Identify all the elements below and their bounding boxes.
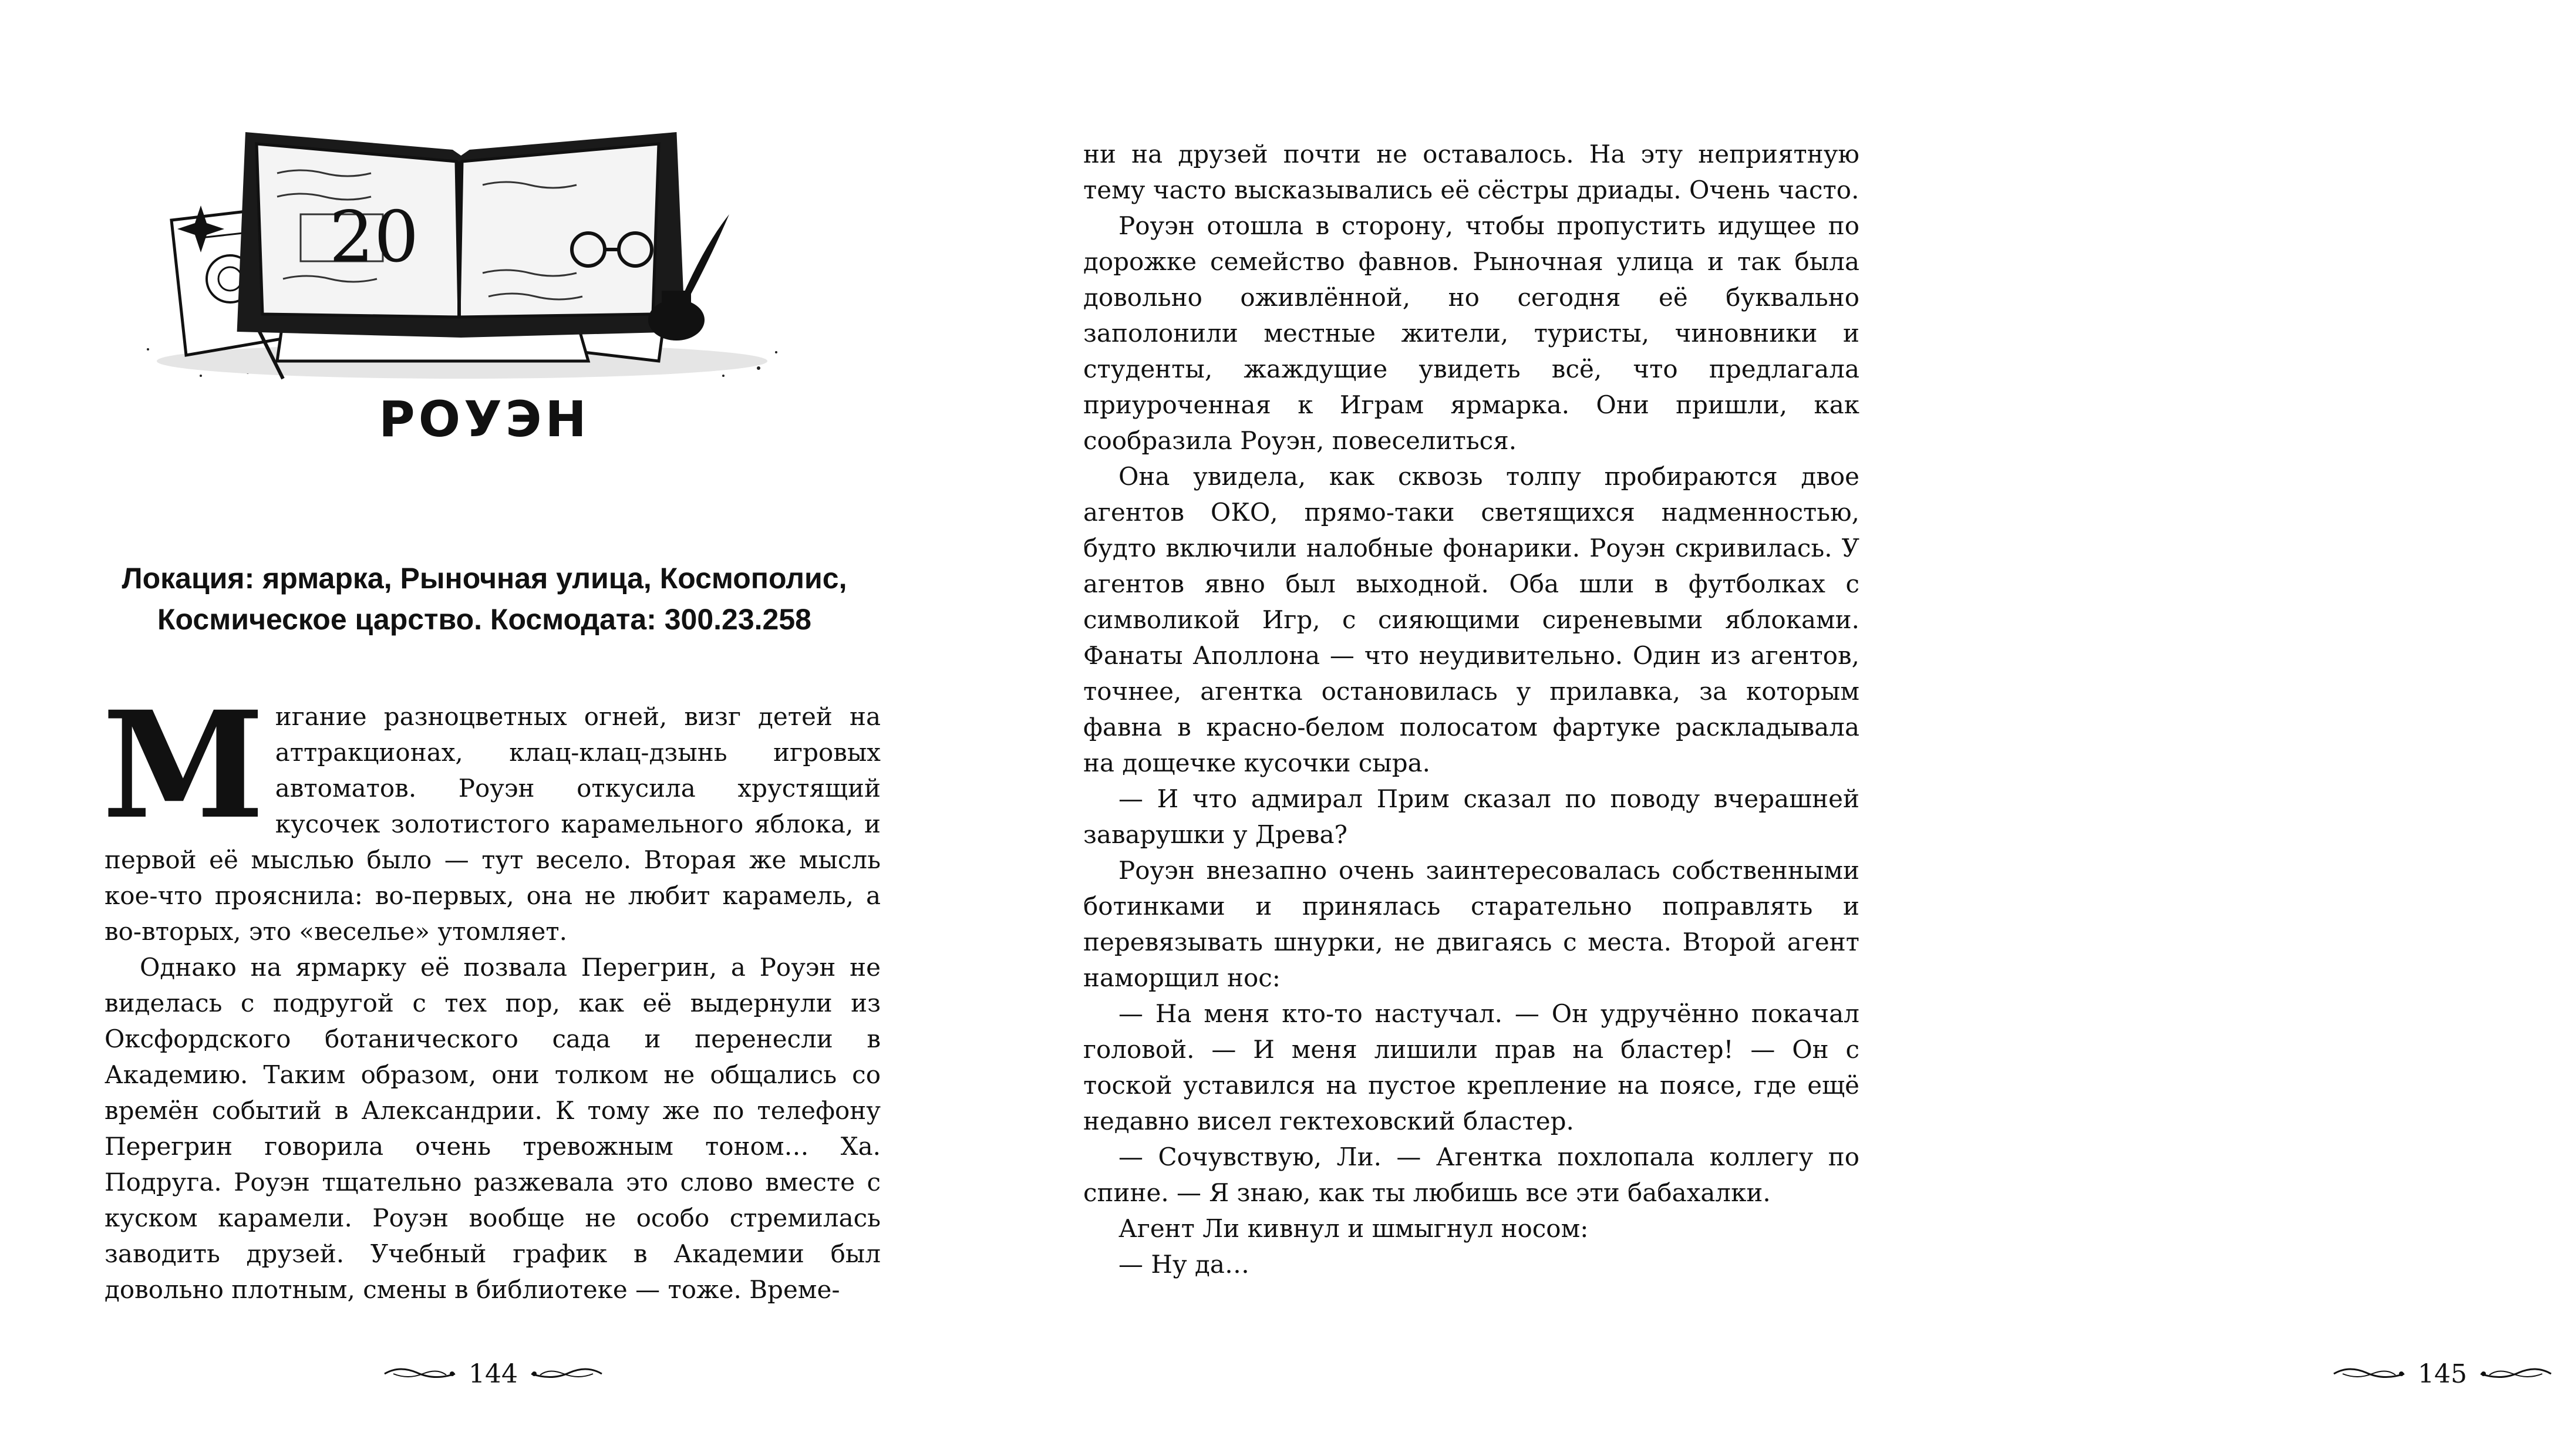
paragraph: — На меня кто-то настучал. — Он удручённо покачал головой. — И меня лишили прав на бластер! — Он с тоской уставился на пустое крепление на поясе, где ещё недавно висел гектеховский бластер. — [1083, 999, 1859, 1135]
folio-left — [382, 1356, 605, 1391]
paragraph: Агент Ли кивнул и шмыгнул носом: — [1118, 1214, 1589, 1243]
flourish-ornament-icon — [2478, 1362, 2554, 1386]
right-page-text — [1083, 136, 1859, 1282]
location-line-1: Локация: ярмарка, Рыночная улица, Космополис, — [122, 562, 847, 595]
page-number: 145 — [2418, 1359, 2467, 1389]
chapter-number: 20 — [329, 197, 419, 278]
location-line-2: Космическое царство. Космодата: 300.23.258 — [157, 603, 811, 636]
page-number: 144 — [469, 1359, 518, 1389]
paragraph: Мигание разноцветных огней, визг детей на аттракционах, клац-клац-дзынь игровых автоматов. Роуэн откусила хрустящий кусочек золотистого карамельного яблока, и первой её мыслью было — тут весело. Вторая же мысль кое-что прояснила: во-первых, она не любит карамель, а во-вторых, это «веселье» утомляет. — [102, 679, 881, 946]
right-page — [969, 0, 2467, 1456]
paragraph: Она увидела, как сквозь толпу пробираются двое агентов ОКО, прямо-таки светящихся надменностью, будто включили налобные фонарики. Роуэн скривилась. У агентов явно был выходной. Оба шли в футболках с символикой Игр, с сияющими сиреневыми яблоками. Фанаты Аполлона — что неудивительно. Один из агентов, точнее, агентка остановилась у прилавка, за которым фавна в красно-белом полосатом фартуке раскладывала на дощечке кусочки сыра. — [1083, 462, 1859, 777]
paragraph: — Сочувствую, Ли. — Агентка похлопала коллегу по спине. — Я знаю, как ты любишь все эти бабахалки. — [1083, 1142, 1859, 1207]
left-page-text — [102, 679, 881, 1307]
open-book-illustration-icon — [130, 126, 794, 385]
flourish-ornament-icon — [528, 1362, 605, 1386]
paragraph: — И что адмирал Прим сказал по поводу вчерашней заварушки у Древа? — [1083, 784, 1859, 849]
paragraph: Роуэн внезапно очень заинтересовалась собственными ботинками и принялась старательно поправлять и перевязывать шнурки, не двигаясь с места. Второй агент наморщил нос: — [1083, 856, 1859, 992]
flourish-ornament-icon — [382, 1362, 458, 1386]
folio-right — [2331, 1356, 2554, 1391]
paragraph: Роуэн отошла в сторону, чтобы пропустить идущее по дорожке семейство фавнов. Рыночная улица и так была довольно оживлённой, но сегодня её буквально заполонили местные жители, туристы, чиновники и студенты, жаждущие увидеть всё, что предлагала приуроченная к Играм ярмарка. Они пришли, как сообразила Роуэн, повеселиться. — [1083, 211, 1859, 455]
drop-cap: М — [102, 679, 265, 851]
flourish-ornament-icon — [2331, 1362, 2407, 1386]
paragraph: — Ну да… — [1118, 1250, 1249, 1279]
chapter-title: РОУЭН — [379, 390, 590, 448]
paragraph: ни на друзей почти не оставалось. На эту неприятную тему часто высказывались её сёстры дриады. Очень часто. — [1083, 140, 1859, 204]
paragraph: Однако на ярмарку её позвала Перегрин, а Роуэн не виделась с подругой с тех пор, как её выдернули из Оксфордского ботанического сада и перенесли в Академию. Таким образом, они толком не общались со времён событий в Александрии. К тому же по телефону Перегрин говорила очень тревожным тоном… Ха. Подруга. Роуэн тщательно разжевала это слово вместе с куском карамели. Роуэн вообще не особо стремилась заводить друзей. Учебный график в Академии был довольно плотным, смены в библиотеке — тоже. Време- — [105, 953, 881, 1304]
location-header — [88, 558, 881, 640]
left-page — [0, 0, 969, 1456]
